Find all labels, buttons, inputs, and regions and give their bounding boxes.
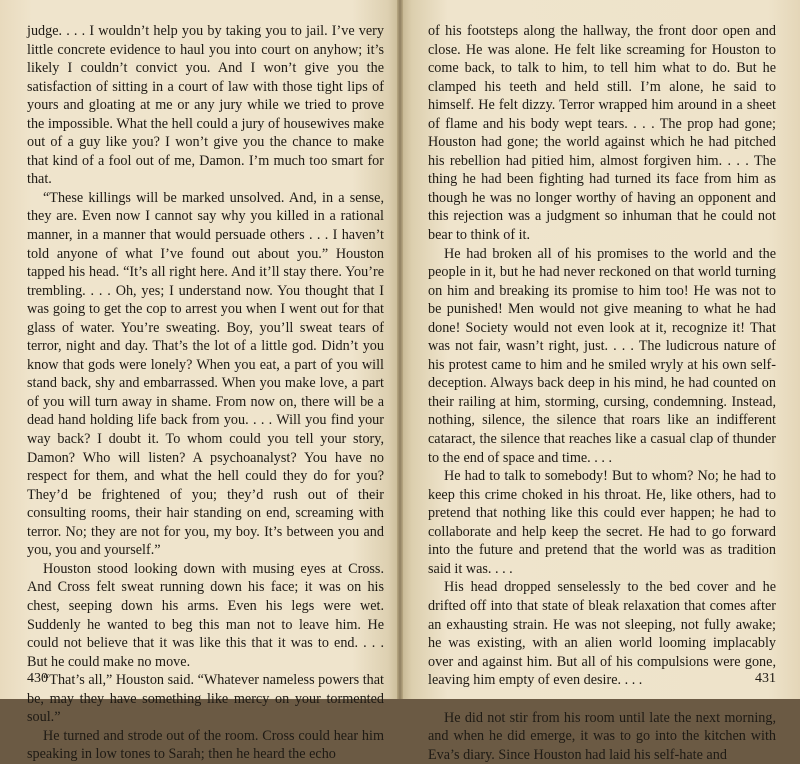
paragraph: judge. . . . I wouldn’t help you by taking you to jail. I’ve very little concrete evidence to haul you into court on anyhow; it’s likely I couldn’t convict you. And I won’t give you the satisfaction of sitting in a court of law with those tight lips of yours and gloating at me or any jury while we tried to prove the impossible. What the hell could a jury of housewives make out of a guy like you? I won’t give you the chance to make that kind of a fool out of me, Damon. I’m much too smart for that. <box>27 23 384 188</box>
paragraph: He did not stir from his room until late the next morning, and when he did emerge, it was to go into the kitchen with Eva’s diary. Since Houston had laid his self-hate and <box>428 709 776 763</box>
paragraph: He turned and strode out of the room. Cross could hear him speaking in low tones to Sarah; then he heard the echo <box>27 727 384 763</box>
page-number: 431 <box>755 671 776 686</box>
paragraph: of his footsteps along the hallway, the front door open and close. He was alone. He felt like screaming for Houston to come back, to talk to him, to tell him what to do. But he clamped his teeth and held still. I’m alone, he said to himself. He felt dizzy. Terror wrapped him around in a sheet of flame and his body wept tears. . . . The prop had gone; Houston had gone; the world against which he had pitched his rebellion had pitied him, almost forgiven him. . . . The thing he had been fighting had turned its face from him as though he was no longer worthy of having an opponent and this rejection was a judgment so inhuman that he could not bear to think of it. <box>428 23 776 244</box>
right-page <box>400 0 800 763</box>
paragraph: He had broken all of his promises to the world and the people in it, but he had never reckoned on that world turning on him and breaking its promise to him too! He was not to be punished! Men would not give meaning to what he had done! Society would not even look at it, recognize it! That was not fair, wasn’t right, just. . . . The ludicrous nature of his protest came to him and he smiled wryly at his own self-deception. Always back deep in his mind, he had counted on their railing at him, storming, cursing, condemning. Instead, nothing, silence, the silence that roars like an indifferent cataract, the silence that reaches like a casual clap of thunder to the end of space and time. . . . <box>428 245 776 466</box>
paragraph: “That’s all,” Houston said. “Whatever nameless powers that be, may they have something like mercy on your tormented soul.” <box>27 672 384 726</box>
left-page <box>0 0 400 763</box>
left-page-text <box>27 22 384 764</box>
paragraph: His head dropped senselessly to the bed cover and he drifted off into that state of bleak relaxation that comes after an exhausting strain. He was not sleeping, not fully awake; he was existing, with an alien world looming implacably over and against him. But all of his compulsions were gone, leaving him empty of even desire. . . . <box>428 579 776 689</box>
paragraph: “These killings will be marked unsolved. And, in a sense, they are. Even now I cannot say why you killed in a rational manner, in a manner that would persuade others . . . I haven’t told anyone of what I’ve found out about you.” Houston tapped his head. “It’s all right here. And it’ll stay there. You’re trembling. . . . Oh, yes; I understand now. You thought that I was going to get the cop to arrest you when I went out for that glass of water. You’re sweating. Boy, you’ll sweat tears of terror, night and day. That’s the lot of a little god. Didn’t you know that gods were lonely? When you eat, a part of you will stand back, shy and embarrassed. When you make love, a part of you will turn away in shame. From now on, there will be a dead hand holding life back from you. . . . Will you find your way back? I doubt it. To whom could you tell your story, Damon? Who will listen? A psychoanalyst? You have no respect for them, and what the hell could they do for you? They’d be frightened of you; they’d rush out of their consulting rooms, their hair standing on end, screaming with terror. No; they are not for you, my boy. It’s between you and you, you and yourself.” <box>27 189 384 559</box>
paragraph: Houston stood looking down with musing eyes at Cross. And Cross felt sweat running down his face; it was on his chest, seeping down his arms. Even his legs were wet. Suddenly he wanted to beg this man not to leave him. He could not believe that it was like this that it was to end. . . . But he could make no move. <box>27 560 384 670</box>
book-gutter <box>397 0 403 699</box>
right-page-text <box>428 22 776 764</box>
page-number: 430 <box>27 671 48 686</box>
paragraph: He had to talk to somebody! But to whom? No; he had to keep this crime choked in his throat. He, like others, had to pretend that nothing like this could ever happen; he had to collaborate and help keep the secret. He had to go forward into the future and pretend that the world was as tradition said it was. . . . <box>428 468 776 577</box>
